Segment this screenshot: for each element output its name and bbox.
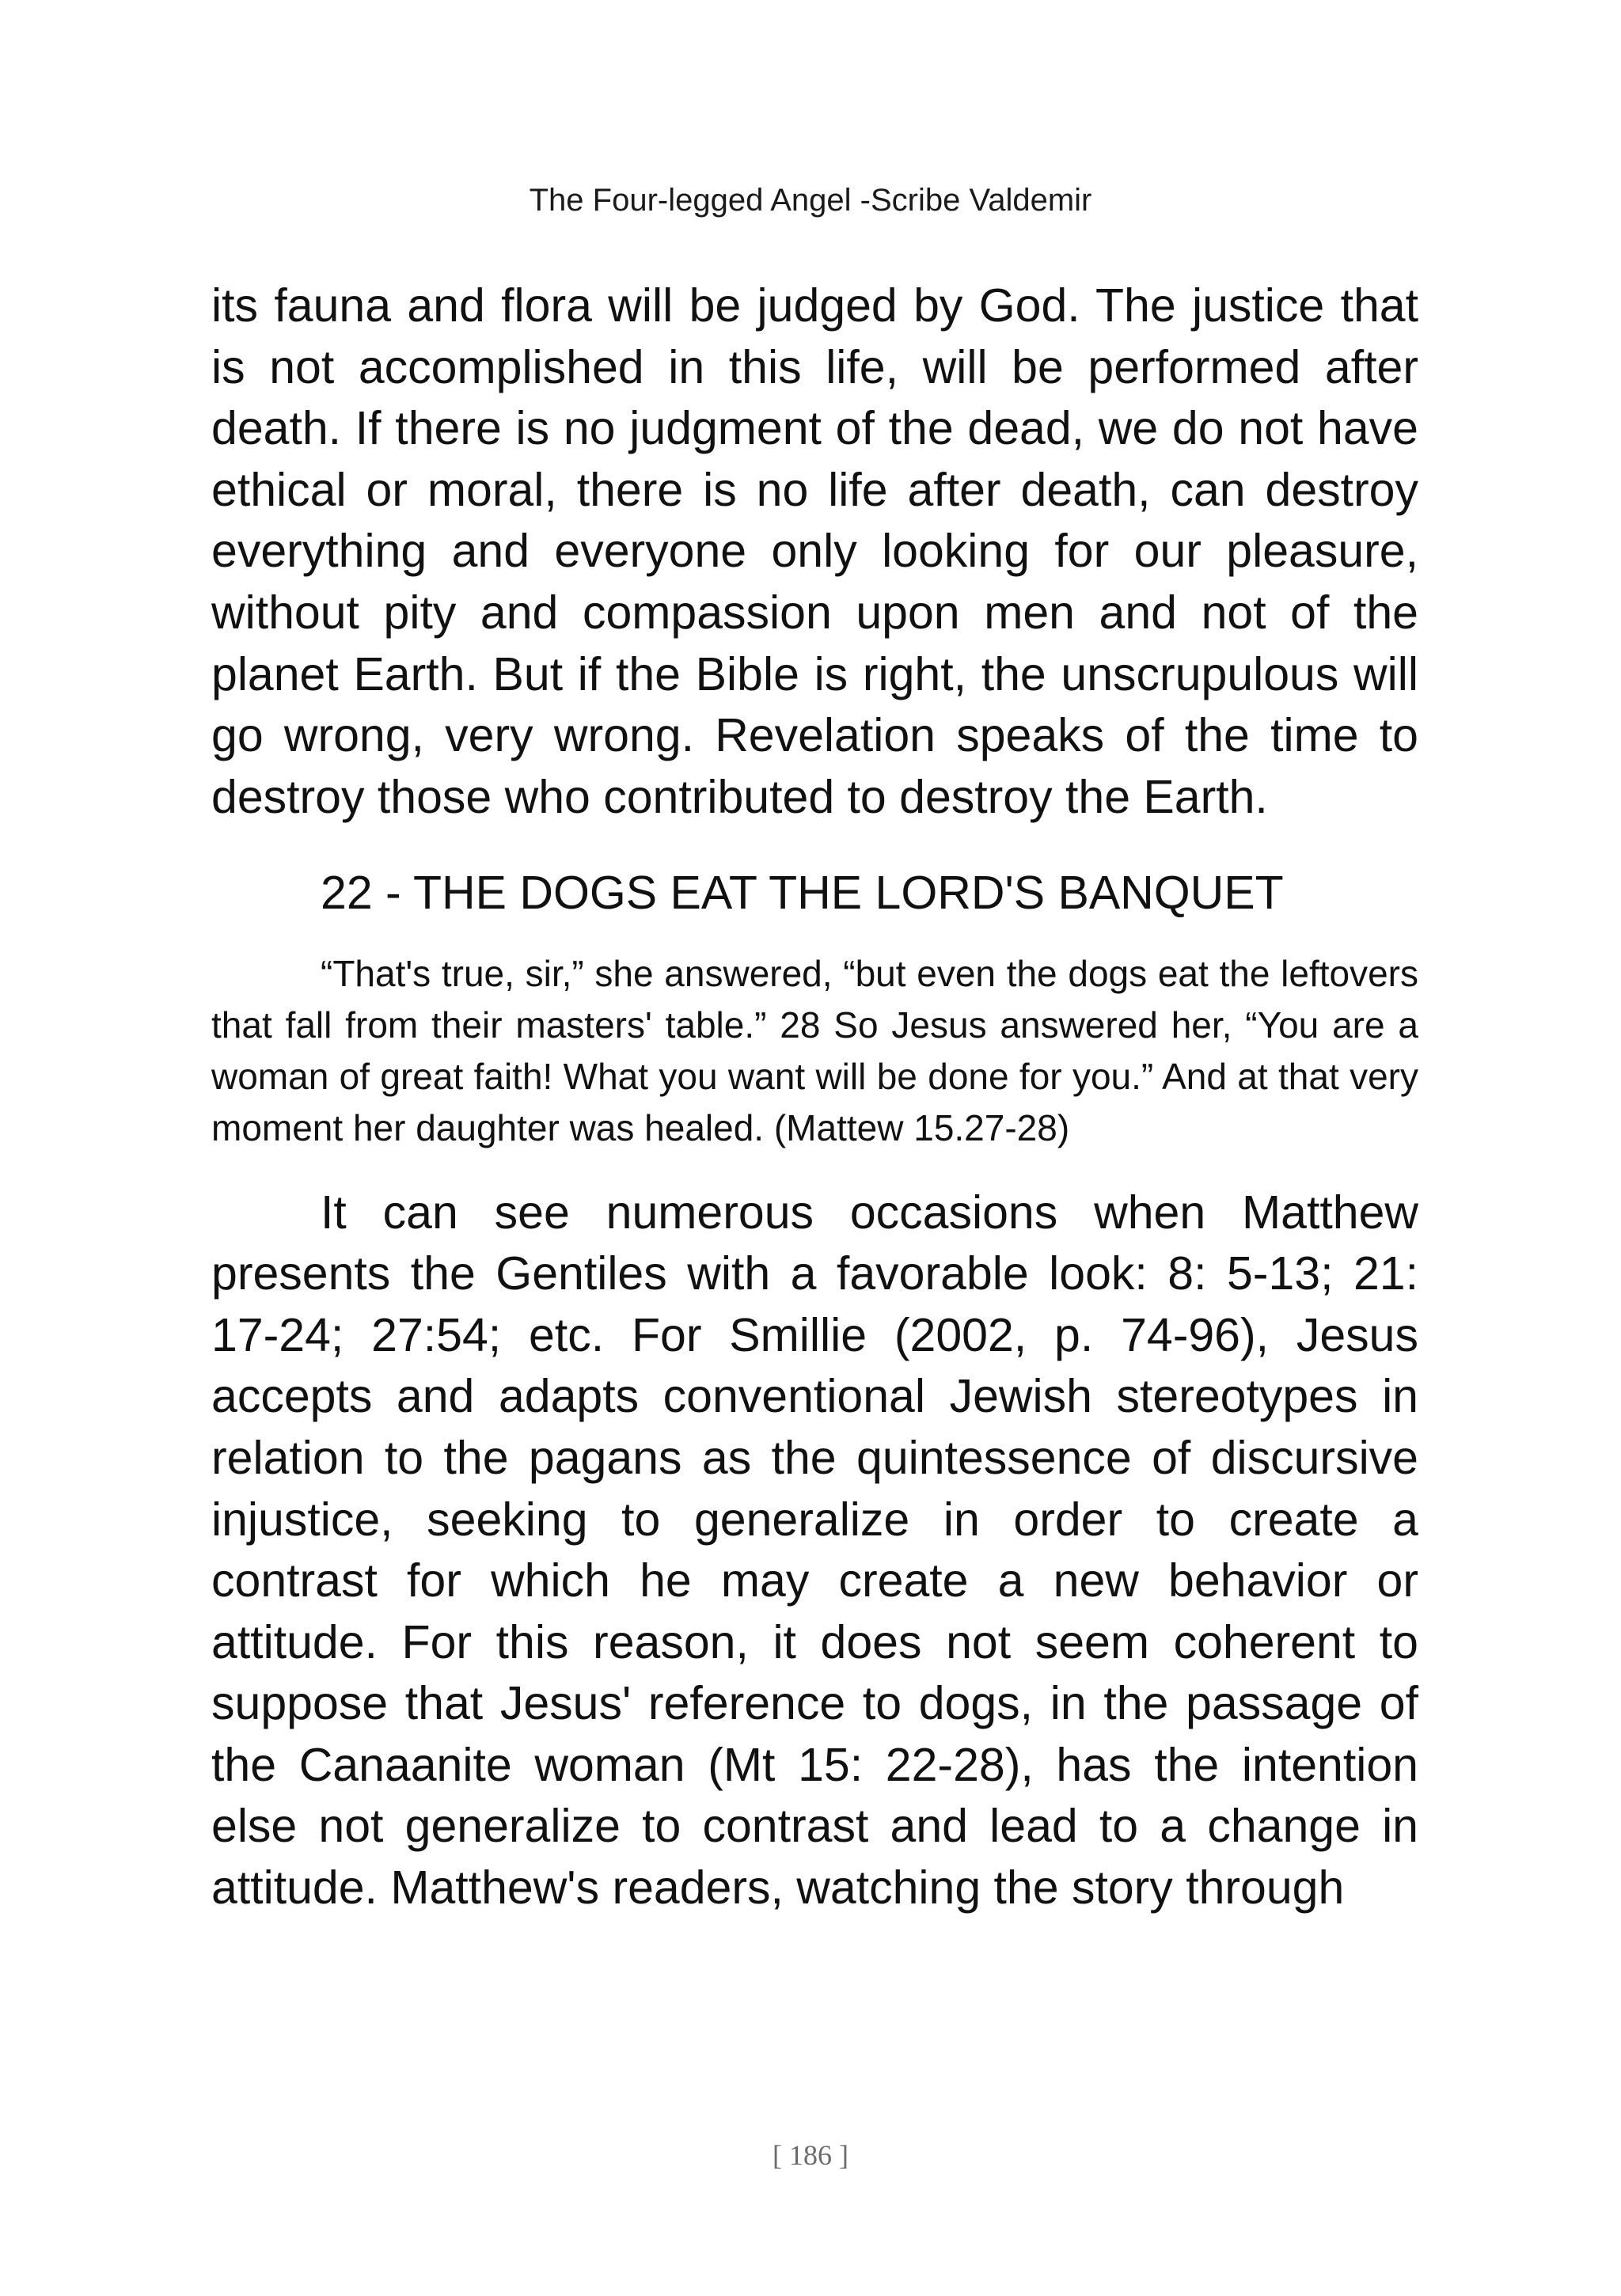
page-content [211, 275, 1418, 1919]
page-number: [ 186 ] [773, 2139, 848, 2171]
running-header: The Four-legged Angel -Scribe Valdemir [529, 183, 1092, 218]
body-paragraph: It can see numerous occasions when Matthew presents the Gentiles with a favorable look: 8: 5-13; 21: 17-24; 27:54; etc. For Smillie (2002, p. 74-96), Jesus accepts and adapts conventional Jewish stereotypes in relation to the pagans as the quintessence of discursive injustice, seeking to generalize in order to create a contrast for which he may create a new behavior or attitude. For this reason, it does not seem coherent to suppose that Jesus' reference to dogs, in the passage of the Canaanite woman (Mt 15: 22-28), has the intention else not generalize to contrast and lead to a change in attitude. Matthew's readers, watching the story through [211, 1186, 1418, 1915]
continuation-paragraph: its fauna and flora will be judged by God. The justice that is not accomplished in this life, will be performed after death. If there is no judgment of the dead, we do not have ethical or moral, there is no life after death, can destroy everything and everyone only looking for our pleasure, without pity and compassion upon men and not of the planet Earth. But if the Bible is right, the unscrupulous will go wrong, very wrong. Revelation speaks of the time to destroy those who contributed to destroy the Earth. [211, 279, 1418, 823]
epigraph-quote: “That's true, sir,” she answered, “but even the dogs eat the leftovers that fall from their masters' table.” 28 So Jesus answered her, “You are a woman of great faith! What you want will be done for you.” And at that very moment her daughter was healed. (Mattew 15.27-28) [211, 953, 1418, 1148]
chapter-heading: 22 - THE DOGS EAT THE LORD'S BANQUET [321, 867, 1284, 920]
